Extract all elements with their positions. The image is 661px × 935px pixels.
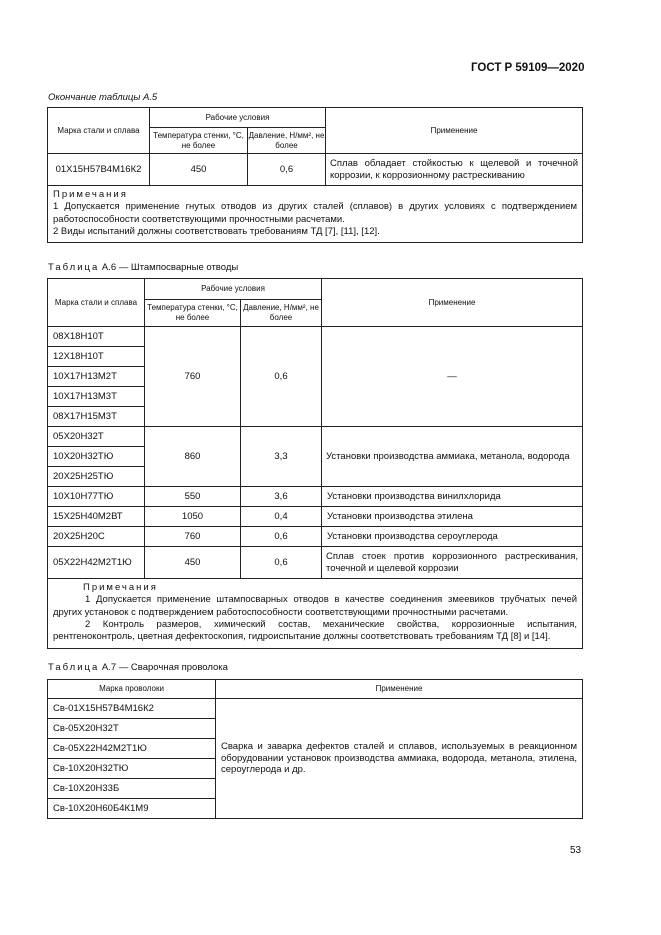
table-a7 <box>47 679 583 819</box>
note-1: 1 Допускается применение штампосварных отводов в качестве соединения змеевиков трубчатых печей других установок с подтверждением работоспособности соответствующими прочностными расчетами. <box>53 594 578 618</box>
grade-cell: 10Х20Н32ТЮ <box>48 447 145 467</box>
grade-cell: 20Х25Н25ТЮ <box>48 467 145 487</box>
temp-cell: 450 <box>150 154 248 186</box>
temp-cell: 760 <box>145 527 241 547</box>
grade-cell: 10Х17Н13М3Т <box>48 387 145 407</box>
grade-cell: 10Х17Н13М2Т <box>48 367 145 387</box>
table-a5 <box>47 107 583 243</box>
table-row <box>48 699 583 719</box>
document-designation: ГОСТ Р 59109—2020 <box>471 62 585 74</box>
table-a5-notes <box>48 186 583 243</box>
note-2: 2 Контроль размеров, химический состав, механические свойства, коррозионные испытания, рентгеноконтроль, цветная дефектоскопия, гидроиспытание должны соответствовать требованиям ТД [8] и [14]. <box>53 619 578 643</box>
application-cell: Сплав стоек против коррозионного растрескивания, точечной и щелевой коррозии <box>322 547 583 579</box>
grade-cell: 08Х17Н15М3Т <box>48 407 145 427</box>
notes-title: Примечания <box>53 189 128 200</box>
pressure-cell: 0,6 <box>241 527 322 547</box>
table-a6-caption: Таблица А.6 — Штампосварные отводы <box>48 262 239 273</box>
wire-grade-cell: Св-10Х20Н33Б <box>48 779 216 799</box>
grade-cell: 05Х20Н32Т <box>48 427 145 447</box>
grade-cell: 12Х18Н10Т <box>48 347 145 367</box>
table-a6-header-grade: Марка стали и сплава <box>48 279 145 327</box>
grade-cell: 05Х22Н42М2Т1Ю <box>48 547 145 579</box>
table-a5-header-temp: Температура стенки, °С, не более <box>150 128 248 154</box>
table-a5-header-conditions: Рабочие условия <box>150 108 326 128</box>
grade-cell: 15Х25Н40М2ВТ <box>48 507 145 527</box>
temp-cell: 860 <box>145 427 241 487</box>
table-a7-header-grade: Марка проволоки <box>48 680 216 699</box>
table-a6-header-temp: Температура стенки, °С, не более <box>145 300 241 327</box>
page-number: 53 <box>570 845 582 856</box>
table-a7-caption: Таблица А.7 — Сварочная проволока <box>48 662 228 673</box>
table-a7-header-application: Применение <box>216 680 583 699</box>
notes-title: Примечания <box>83 582 158 593</box>
table-row <box>48 547 583 579</box>
note-2: 2 Виды испытаний должны соответствовать требованиям ТД [7], [11], [12]. <box>53 226 380 238</box>
table-row <box>48 154 583 186</box>
pressure-cell: 0,6 <box>241 547 322 579</box>
wire-grade-cell: Св-05Х20Н32Т <box>48 719 216 739</box>
grade-cell: 01Х15Н57В4М16К2 <box>48 154 150 186</box>
table-a5-header-pressure: Давление, Н/мм², не более <box>248 128 326 154</box>
table-a6-notes <box>48 579 583 649</box>
table-a5-header-grade: Марка стали и сплава <box>48 108 150 154</box>
temp-cell: 450 <box>145 547 241 579</box>
table-a6 <box>47 278 583 649</box>
application-cell: Сварка и заварка дефектов сталей и сплавов, используемых в реакционном оборудовании установок производства аммиака, водорода, метанола, этилена, сероуглерода и др. <box>216 699 583 819</box>
pressure-cell: 0,4 <box>241 507 322 527</box>
pressure-cell: 3,6 <box>241 487 322 507</box>
wire-grade-cell: Св-10Х20Н60Б4К1М9 <box>48 799 216 819</box>
table-row <box>48 507 583 527</box>
table-a5-header-application: Применение <box>326 108 583 154</box>
application-cell: Установки производства этилена <box>322 507 583 527</box>
note-1: 1 Допускается применение гнутых отводов из других сталей (сплавов) в других условиях с подтверждением работоспособности соответствующими прочностными расчетами. <box>53 201 578 225</box>
wire-grade-cell: Св-01Х15Н57В4М16К2 <box>48 699 216 719</box>
application-cell: Сплав обладает стойкостью к щелевой и точечной коррозии, к коррозионному растрескиванию <box>326 154 583 186</box>
grade-cell: 08Х18Н10Т <box>48 327 145 347</box>
application-cell: Установки производства винилхлорида <box>322 487 583 507</box>
wire-grade-cell: Св-05Х22Н42М2Т1Ю <box>48 739 216 759</box>
application-cell: — <box>322 327 583 427</box>
application-cell: Установки производства сероуглерода <box>322 527 583 547</box>
pressure-cell: 3,3 <box>241 427 322 487</box>
table-a6-header-conditions: Рабочие условия <box>145 279 322 300</box>
pressure-cell: 0,6 <box>241 327 322 427</box>
table-a6-header-pressure: Давление, Н/мм², не более <box>241 300 322 327</box>
pressure-cell: 0,6 <box>248 154 326 186</box>
application-cell: Установки производства аммиака, метанола, водорода <box>322 427 583 487</box>
table-row <box>48 487 583 507</box>
temp-cell: 550 <box>145 487 241 507</box>
table-a5-caption: Окончание таблицы А.5 <box>48 92 158 103</box>
temp-cell: 760 <box>145 327 241 427</box>
temp-cell: 1050 <box>145 507 241 527</box>
table-row <box>48 427 583 447</box>
table-row <box>48 327 583 347</box>
table-row <box>48 527 583 547</box>
table-a6-header-application: Применение <box>322 279 583 327</box>
wire-grade-cell: Св-10Х20Н32ТЮ <box>48 759 216 779</box>
grade-cell: 20Х25Н20С <box>48 527 145 547</box>
grade-cell: 10Х10Н77ТЮ <box>48 487 145 507</box>
